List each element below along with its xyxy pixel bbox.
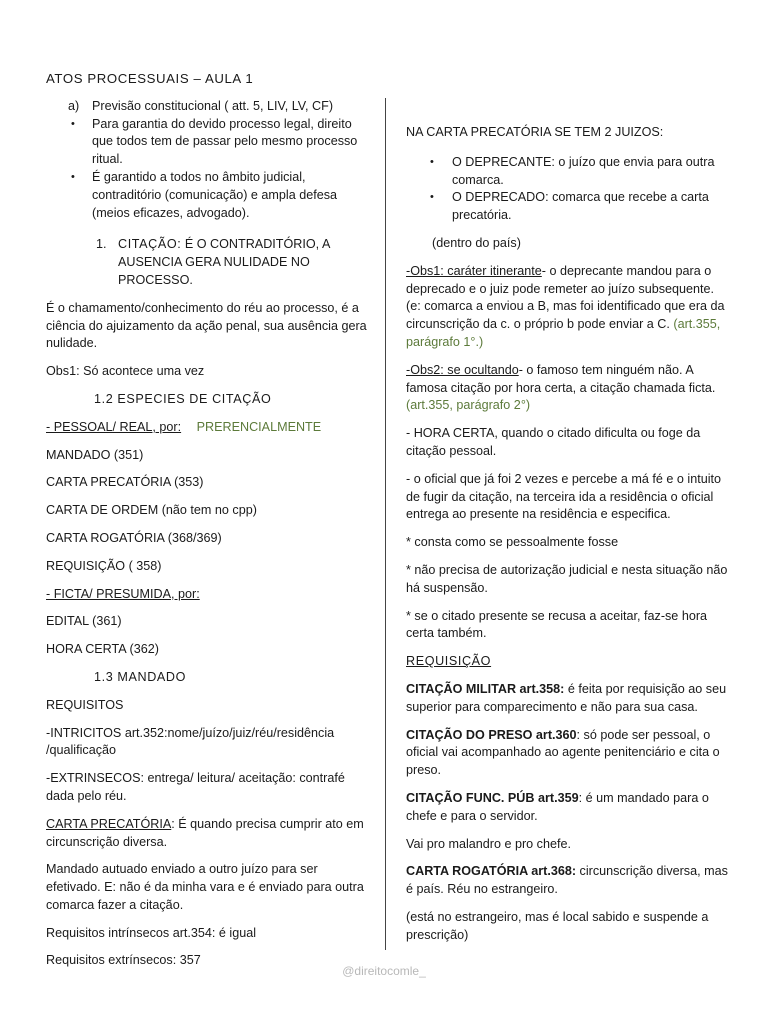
intro-list: [46, 98, 368, 223]
carta-precatoria-paragraph: [46, 816, 368, 852]
especies-heading: 1.2 ESPECIES DE CITAÇÃO: [94, 391, 272, 406]
citacao-func-paragraph: [406, 790, 728, 826]
left-column: [46, 70, 368, 980]
list-item-text: É garantido a todos no âmbito judicial, contraditório (comunicação) e ampla defesa (meios eficazes, advogado).: [92, 169, 338, 220]
obs1-paragraph: Obs1: Só acontece uma vez: [46, 364, 205, 379]
juizos-list: [406, 154, 728, 225]
page-title: ATOS PROCESSUAIS – AULA 1: [46, 71, 254, 86]
carta-intro: NA CARTA PRECATÓRIA SE TEM 2 JUIZOS:: [406, 125, 664, 139]
pessoal-line: [46, 419, 368, 437]
mandado-heading: 1.3 MANDADO: [94, 669, 186, 684]
requisitos-line: REQUISITOS: [46, 697, 124, 712]
hora-certa-line: HORA CERTA (362): [46, 642, 159, 657]
bullet-icon: •: [71, 117, 75, 130]
list-item-text: O DEPRECADO: comarca que recebe a carta precatória.: [452, 190, 709, 223]
list-item-text: O DEPRECANTE: o juízo que envia para outra comarca.: [452, 154, 715, 187]
mandado-autuado-paragraph: Mandado autuado enviado a outro juízo para ser efetivado. E: não é da minha vara e é enviado para outra comarca fazer a citação.: [46, 862, 364, 912]
dentro-pais: (dentro do país): [432, 235, 521, 250]
obs1-label: -Obs1: caráter itinerante: [406, 263, 542, 278]
carta-rogatoria-line: CARTA ROGATÓRIA (368/369): [46, 530, 222, 545]
obs2-ocultando: [406, 362, 728, 415]
definition-paragraph: É o chamamento/conhecimento do réu ao processo, é a ciência do ajuizamento da ação penal, sua ausência gera nulidade.: [46, 300, 367, 351]
requisitos-extrinsecos-line: Requisitos extrínsecos: 357: [46, 953, 201, 968]
obs1-itinerante: [406, 263, 728, 352]
obs1-text: - o deprecante mandou para o deprecado e o juiz pode remeter ao juízo subsequente. (e: comarca a enviou a B, mas foi identificado que era da circunscrição da c. o próprio b pode enviar a C.: [406, 263, 725, 332]
right-column: [406, 124, 728, 954]
list-marker: a): [68, 98, 80, 113]
consta-note: * consta como se pessoalmente fosse: [406, 535, 619, 550]
requisicao-line: REQUISIÇÃO ( 358): [46, 558, 162, 573]
pessoal-note: PRERENCIALMENTE: [196, 419, 322, 434]
extrinsecos-paragraph: -EXTRINSECOS: entrega/ leitura/ aceitação: contrafé dada pelo réu.: [46, 771, 345, 803]
carta-precatoria-line: CARTA PRECATÓRIA (353): [46, 475, 204, 490]
bullet-icon: •: [430, 155, 434, 168]
citacao-func-text: : é um mandado para o chefe e para o servidor.: [406, 790, 709, 823]
ficta-label: - FICTA/ PRESUMIDA, por:: [46, 586, 200, 601]
citacao-preso-label: CITAÇÃO DO PRESO art.360: [406, 727, 577, 742]
carta-precatoria-text: : É quando precisa cumprir ato em circunscrição diversa.: [46, 816, 364, 849]
edital-line: EDITAL (361): [46, 614, 122, 629]
list-item: [46, 116, 368, 169]
bullet-icon: •: [71, 170, 75, 183]
citacao-militar-paragraph: [406, 681, 728, 717]
watermark: @direitocomle_: [342, 964, 426, 978]
carta-precatoria-label: CARTA PRECATÓRIA: [46, 816, 172, 831]
citacao-label: CITAÇÃO:: [118, 237, 182, 252]
requisicao-heading: REQUISIÇÃO: [406, 654, 492, 669]
malandro-line: Vai pro malandro e pro chefe.: [406, 836, 571, 851]
citacao-item: [46, 236, 368, 289]
citacao-preso-text: : só pode ser pessoal, o oficial vai acompanhado ao agente penitenciário e cita o preso.: [406, 727, 720, 778]
oficial-paragraph: - o oficial que já foi 2 vezes e percebe a má fé e o intuito de fugir da citação, na terceira ida a residência o oficial entrega ao presente na residência e especifica.: [406, 471, 722, 522]
citacao-militar-text: é feita por requisição ao seu superior para comparecimento e não para sua casa.: [406, 681, 727, 714]
carta-rogatoria-text: circunscrição diversa, mas é país. Réu no estrangeiro.: [406, 864, 728, 897]
list-item: [406, 189, 728, 225]
obs2-text: - o famoso tem ninguém não. A famosa citação por hora certa, a citação chamada ficta.: [406, 362, 716, 395]
carta-ordem-line: CARTA DE ORDEM (não tem no cpp): [46, 503, 257, 518]
se-citado-note: * se o citado presente se recusa a aceitar, faz-se hora certa também.: [406, 608, 708, 641]
list-item: [406, 154, 728, 190]
carta-rogatoria-paragraph: [406, 863, 728, 899]
obs2-label: -Obs2: se ocultando: [406, 362, 519, 377]
citacao-preso-paragraph: [406, 727, 728, 780]
mandado-line: MANDADO (351): [46, 447, 144, 462]
carta-rogatoria-label: CARTA ROGATÓRIA art.368:: [406, 864, 577, 879]
list-item: [46, 98, 368, 116]
list-item-text: Para garantia do devido processo legal, direito que todos tem de passar pelo mesmo processo ritual.: [92, 116, 358, 167]
list-number: 1.: [96, 237, 107, 252]
requisitos-intrinsecos-line: Requisitos intrínsecos art.354: é igual: [46, 925, 257, 940]
pessoal-label: - PESSOAL/ REAL, por:: [46, 419, 182, 434]
obs2-ref: (art.355, parágrafo 2°): [406, 398, 531, 413]
citacao-militar-label: CITAÇÃO MILITAR art.358:: [406, 681, 565, 696]
citacao-text: É O CONTRADITÓRIO, A AUSENCIA GERA NULIDADE NO PROCESSO.: [118, 237, 330, 287]
column-divider: [385, 98, 386, 950]
estrangeiro-note: (está no estrangeiro, mas é local sabido e suspende a prescrição): [406, 909, 709, 942]
citacao-func-label: CITAÇÃO FUNC. PÚB art.359: [406, 790, 579, 805]
nao-precisa-note: * não precisa de autorização judicial e nesta situação não há suspensão.: [406, 562, 728, 595]
obs1-ref: (art.355, parágrafo 1°.): [406, 317, 721, 349]
hora-certa-definition: - HORA CERTA, quando o citado dificulta ou foge da citação pessoal.: [406, 426, 701, 458]
list-item: [46, 169, 368, 222]
list-item-text: Previsão constitucional ( att. 5, LIV, LV, CF): [92, 98, 334, 113]
intrinsecos-paragraph: -INTRICITOS art.352:nome/juízo/juiz/réu/residência /qualificação: [46, 725, 335, 758]
bullet-icon: •: [430, 191, 434, 204]
